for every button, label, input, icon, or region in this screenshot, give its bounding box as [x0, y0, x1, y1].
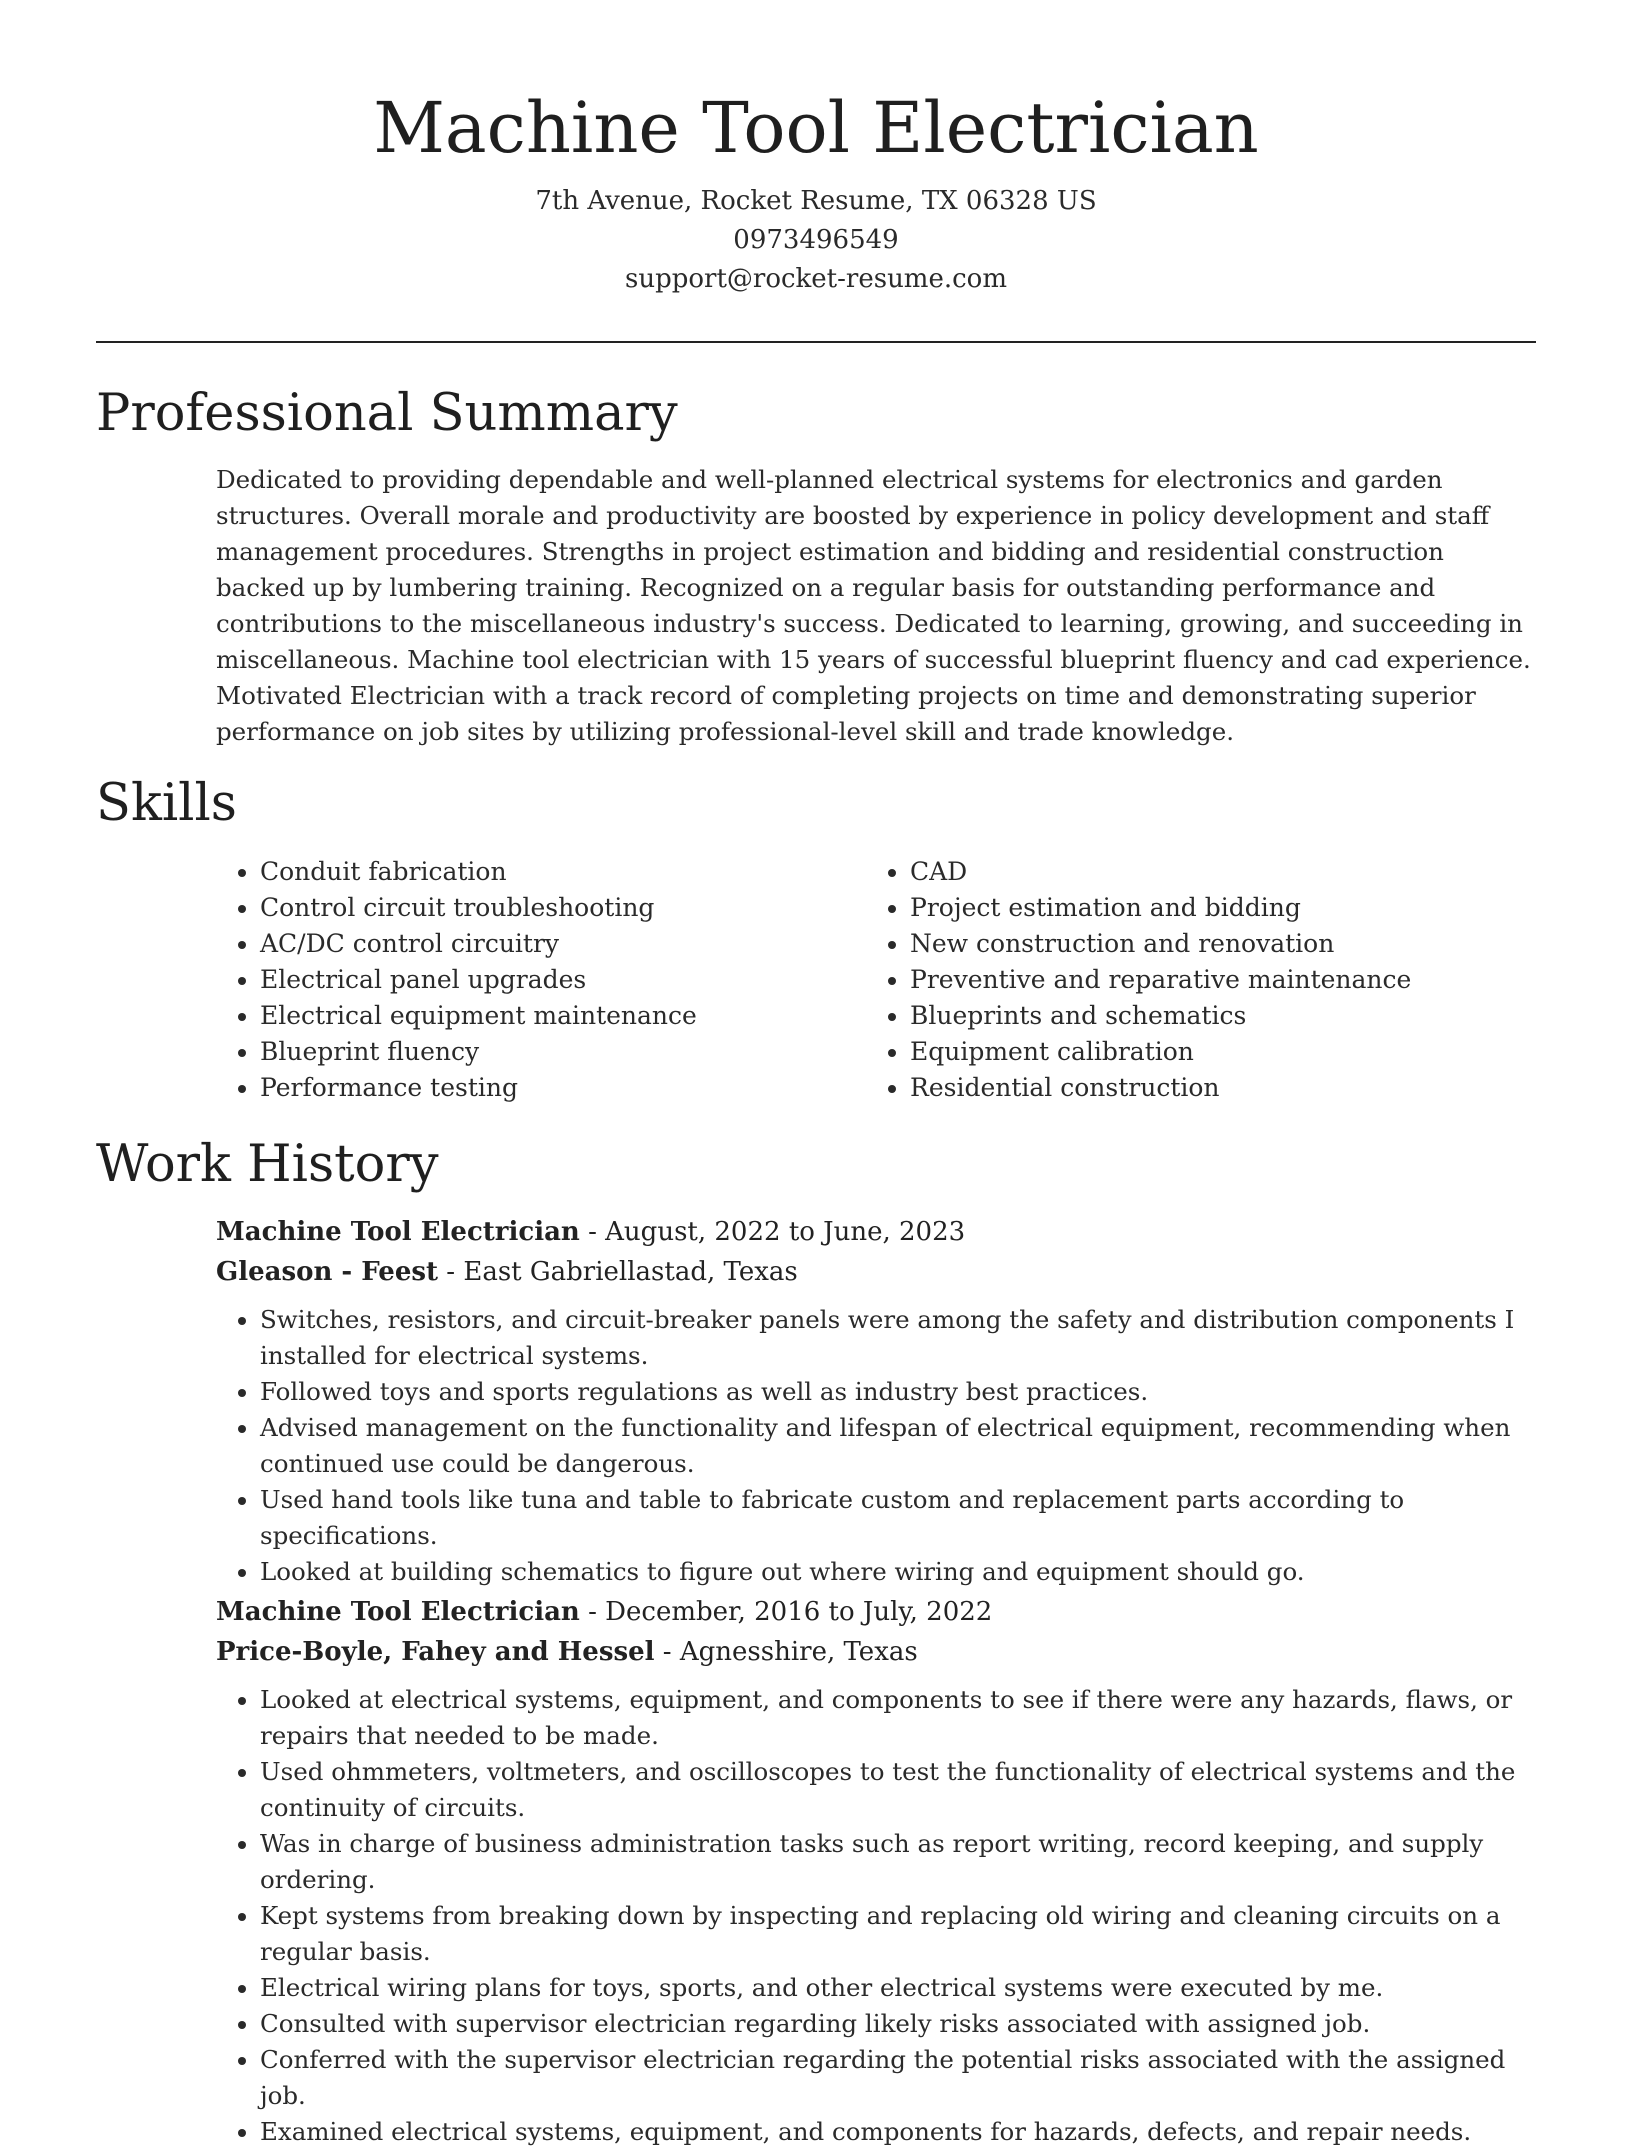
- job-bullet: • Examined electrical systems, equipment, and components for hazards, defects, and repair needs.: [260, 2114, 1536, 2150]
- address-text: 7th Avenue, Rocket Resume, TX 06328 US: [535, 186, 1097, 216]
- skills-column-right: [866, 854, 1550, 1106]
- job-location: Agnesshire, Texas: [679, 1637, 918, 1667]
- skill-item: • Control circuit troubleshooting: [260, 890, 860, 926]
- skill-item: • AC/DC control circuitry: [260, 926, 860, 962]
- skills-column-left: [216, 854, 860, 1106]
- work-history-heading: Work History: [96, 1135, 439, 1194]
- skill-item: • Blueprint fluency: [260, 1034, 860, 1070]
- job-dates: August, 2022 to June, 2023: [605, 1217, 966, 1247]
- job-bullets: [216, 1302, 1536, 1590]
- job-bullet: • Looked at electrical systems, equipment, and components to see if there were any hazards, flaws, or repairs that needed to be made.: [260, 1682, 1536, 1754]
- job-bullet: • Electrical wiring plans for toys, sports, and other electrical systems were executed by me.: [260, 1970, 1536, 2006]
- job-bullet: • Consulted with supervisor electrician regarding likely risks associated with assigned job.: [260, 2006, 1536, 2042]
- skill-item: • Residential construction: [910, 1070, 1550, 1106]
- job-bullet: • Looked at building schematics to figure out where wiring and equipment should go.: [260, 1554, 1536, 1590]
- job-company: Price-Boyle, Fahey and Hessel: [216, 1637, 655, 1667]
- job-title-line: Machine Tool Electrician - December, 2016 to July, 2022: [216, 1597, 993, 1627]
- job-title-line: Machine Tool Electrician - August, 2022 to June, 2023: [216, 1217, 966, 1247]
- job-position: Machine Tool Electrician: [216, 1217, 580, 1247]
- job-bullet: • Used hand tools like tuna and table to fabricate custom and replacement parts according to specifications.: [260, 1482, 1536, 1554]
- job-location: East Gabriellastad, Texas: [463, 1257, 798, 1287]
- skill-item: • Equipment calibration: [910, 1034, 1550, 1070]
- job-entry: [216, 1592, 1536, 2150]
- skill-item: • Project estimation and bidding: [910, 890, 1550, 926]
- job-bullets: [216, 1682, 1536, 2150]
- job-bullet: • Kept systems from breaking down by inspecting and replacing old wiring and cleaning circuits on a regular basis.: [260, 1898, 1536, 1970]
- job-company: Gleason - Feest: [216, 1257, 439, 1287]
- job-bullet: • Conferred with the supervisor electrician regarding the potential risks associated with the assigned job.: [260, 2042, 1536, 2114]
- job-entry: [216, 1212, 1536, 1590]
- skill-item: • Electrical panel upgrades: [260, 962, 860, 998]
- email-text: support@rocket-resume.com: [624, 264, 1007, 294]
- job-bullet: • Used ohmmeters, voltmeters, and oscilloscopes to test the functionality of electrical systems and the continuity of circuits.: [260, 1754, 1536, 1826]
- job-bullet: • Was in charge of business administration tasks such as report writing, record keeping, and supply ordering.: [260, 1826, 1536, 1898]
- candidate-name: Machine Tool Electrician: [373, 87, 1259, 169]
- skill-item: • New construction and renovation: [910, 926, 1550, 962]
- job-bullet: • Advised management on the functionality and lifespan of electrical equipment, recommending when continued use could be dangerous.: [260, 1410, 1536, 1482]
- skill-item: • CAD: [910, 854, 1550, 890]
- summary-text: Dedicated to providing dependable and well-planned electrical systems for electronics and garden structures. Overall morale and productivity are boosted by experience in policy development and staff management procedures. Strengths in project estimation and bidding and residential construction backed up by lumbering training. Recognized on a regular basis for outstanding performance and contributions to the miscellaneous industry's success. Dedicated to learning, growing, and succeeding in miscellaneous. Machine tool electrician with 15 years of successful blueprint fluency and cad experience. Motivated Electrician with a track record of completing projects on time and demonstrating superior performance on job sites by utilizing professional-level skill and trade knowledge.: [216, 465, 1531, 746]
- skill-item: • Electrical equipment maintenance: [260, 998, 860, 1034]
- skill-item: • Preventive and reparative maintenance: [910, 962, 1550, 998]
- job-position: Machine Tool Electrician: [216, 1597, 580, 1627]
- skill-item: • Blueprints and schematics: [910, 998, 1550, 1034]
- job-company-line: Gleason - Feest - East Gabriellastad, Texas: [216, 1257, 798, 1287]
- skills-heading: Skills: [96, 774, 237, 833]
- job-bullet: • Followed toys and sports regulations as well as industry best practices.: [260, 1374, 1536, 1410]
- summary-heading: Professional Summary: [96, 384, 678, 443]
- job-bullet: • Switches, resistors, and circuit-breaker panels were among the safety and distribution components I installed for electrical systems.: [260, 1302, 1536, 1374]
- skill-item: • Performance testing: [260, 1070, 860, 1106]
- header-divider: [96, 341, 1536, 343]
- resume-header: [0, 0, 1632, 299]
- job-dates: December, 2016 to July, 2022: [605, 1597, 993, 1627]
- job-company-line: Price-Boyle, Fahey and Hessel - Agnesshire, Texas: [216, 1637, 918, 1667]
- contact-info: [0, 182, 1632, 299]
- skill-item: • Conduit fabrication: [260, 854, 860, 890]
- phone-text: 0973496549: [733, 225, 899, 255]
